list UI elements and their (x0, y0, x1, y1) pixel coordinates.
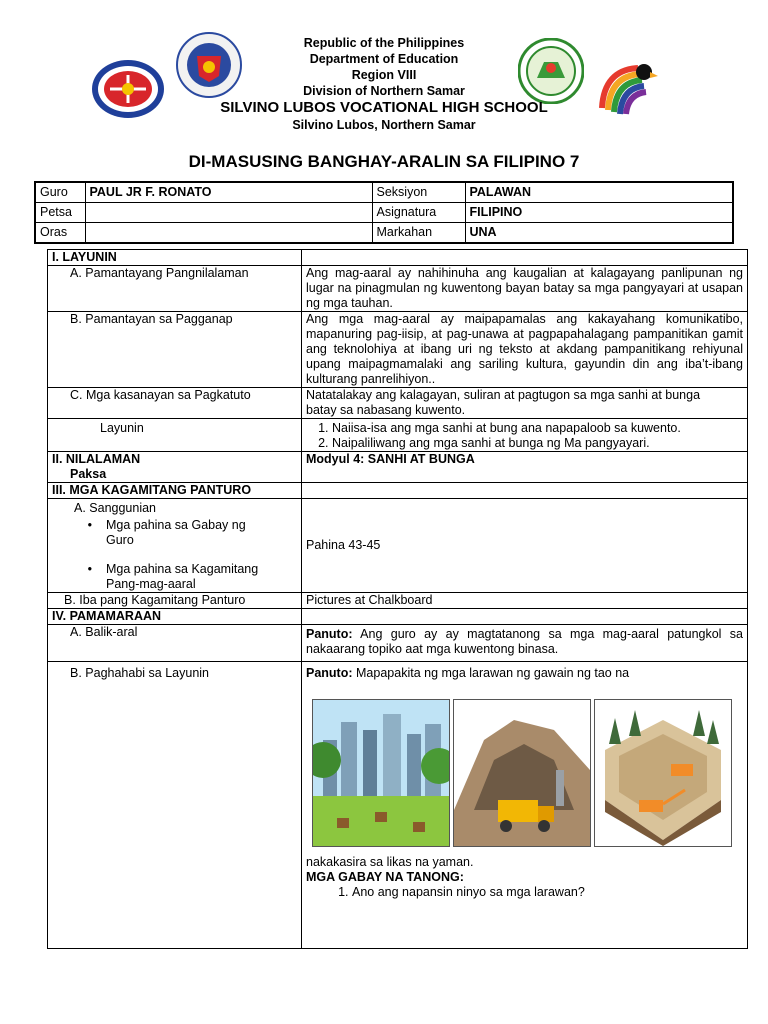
table-row (48, 388, 748, 419)
gabay-na-tanong-heading: MGA GABAY NA TANONG: (306, 870, 464, 884)
school-address: Silvino Lubos, Northern Samar (292, 118, 476, 132)
info-table (34, 181, 734, 244)
table-row (48, 609, 748, 625)
table-row (48, 419, 748, 452)
school-name: SILVINO LUBOS VOCATIONAL HIGH SCHOOL (220, 99, 548, 116)
kasanayan-label: C. Mga kasanayan sa Pagkatuto (48, 388, 302, 419)
table-row (48, 662, 748, 949)
paghahabi-label: B. Paghahabi sa Layunin (48, 662, 302, 949)
paghahabi-content (302, 662, 748, 949)
kasanayan-line-2: batay sa nabasang kuwento. (306, 403, 466, 417)
document-title: DI-MASUSING BANGHAY-ARALIN SA FILIPINO 7 (188, 152, 580, 171)
seksiyon-label: Seksiyon (372, 182, 465, 203)
department-line: Department of Education (309, 52, 459, 66)
balik-aral-body: Ang guro ay ay magtatanong sa mga mag-aaral patungkol sa nakaarang topiko aat mga kuwentong binasa. (306, 627, 743, 656)
layunin-label-text: Layunin (100, 421, 144, 435)
paghahabi-text-2: nakakasira sa likas na yaman. (306, 855, 474, 869)
petsa-label: Petsa (35, 203, 85, 223)
paghahabi-intro (306, 666, 743, 681)
nilalaman-heading (48, 452, 302, 483)
quarry-trucks-picture (453, 699, 591, 847)
oras-label: Oras (35, 223, 85, 244)
sanggunian-item-2 (52, 562, 297, 592)
guro-label: Guro (35, 182, 85, 203)
nilalaman-heading-text: II. NILALAMAN (52, 452, 141, 466)
region-line: Region VIII (351, 68, 417, 82)
panuto-label: Panuto: (306, 627, 353, 641)
paksa-label: Paksa (70, 467, 107, 481)
table-row (48, 593, 748, 609)
pamantayang-pangnilalaman-text: Ang mag-aaral ay nahihinuha ang kaugalian at kalagayang panlipunan ng lugar na pinagmulan ng kuwentong bayan batay sa mga pangyayari at usapan ng mga tauhan. (302, 266, 748, 312)
letterhead (0, 35, 768, 133)
kasanayan-line-1: Natatalakay ang kalagayan, suliran at pagtugon sa mga sanhi at bunga (306, 388, 701, 402)
table-row (48, 266, 748, 312)
list-item: 1. Ano ang napansin ninyo sa mga larawan? (352, 885, 743, 900)
pahina-value: Pahina 43-45 (306, 538, 381, 552)
list-item: 2. Naipaliliwang ang mga sanhi at bunga ng Ma pangyayari. (332, 436, 743, 451)
list-item: 1. Naiisa-isa ang mga sanhi at bung ana napapaloob sa kuwento. (332, 421, 743, 436)
panuto-label: Panuto: (306, 666, 353, 680)
asignatura-label: Asignatura (372, 203, 465, 223)
table-row (48, 483, 748, 499)
kasanayan-text (302, 388, 748, 419)
kagamitang-panturo-heading: III. MGA KAGAMITANG PANTURO (48, 483, 302, 499)
markahan-label: Markahan (372, 223, 465, 244)
bullet-icon: • (87, 562, 92, 576)
table-row (35, 223, 733, 244)
paksa-value: Modyul 4: SANHI AT BUNGA (302, 452, 748, 483)
lesson-plan-table (47, 249, 748, 949)
markahan-value: UNA (465, 223, 733, 244)
sanggunian-label: A. Sanggunian (74, 501, 157, 515)
republic-line: Republic of the Philippines (303, 36, 465, 50)
sanggunian-item-1-text: Mga pahina sa Gabay ng Guro (106, 518, 246, 547)
pamantayan-pagganap-label: B. Pamantayan sa Pagganap (48, 312, 302, 388)
sanggunian-item-2-text: Mga pahina sa Kagamitang Pang-mag-aaral (106, 562, 259, 591)
mining-excavators-picture (594, 699, 732, 847)
table-row (48, 625, 748, 662)
table-row (48, 499, 748, 593)
asignatura-value: FILIPINO (465, 203, 733, 223)
pamantayan-pagganap-text: Ang mga mag-aaral ay maipapamalas ang kakayahang komunikatibo, mapanuring pag-iisip, at pag-unawa at pagpapahalagang pampanitikan gamit ang teknolohiya at ibang uri ng teksto at akdang pampanitikang rehiyunal upang maipagmamalaki ang sariling kultura, gayundin din ang iba’t-ibang kulturang panrelihiyon.. (302, 312, 748, 388)
illustrations (312, 699, 743, 847)
guro-value: PAUL JR F. RONATO (85, 182, 372, 203)
pamantayang-pangnilalaman-label: A. Pamantayang Pangnilalaman (48, 266, 302, 312)
bullet-icon: • (87, 518, 92, 532)
pamamaraan-heading: IV. PAMAMARAAN (48, 609, 302, 625)
table-row (35, 182, 733, 203)
sanggunian-cell (48, 499, 302, 593)
table-row (48, 250, 748, 266)
deforestation-city-picture (312, 699, 450, 847)
table-row (35, 203, 733, 223)
iba-pang-value: Pictures at Chalkboard (302, 593, 748, 609)
petsa-value (85, 203, 372, 223)
seksiyon-value: PALAWAN (465, 182, 733, 203)
division-line: Division of Northern Samar (303, 84, 465, 98)
table-row (48, 452, 748, 483)
pahina-cell (302, 499, 748, 593)
section-layunin-heading: I. LAYUNIN (48, 250, 302, 266)
oras-value (85, 223, 372, 244)
sanggunian-item-1 (52, 518, 297, 548)
layunin-label (48, 419, 302, 452)
paghahabi-text: Mapapakita ng mga larawan ng gawain ng tao na (356, 666, 630, 680)
balik-aral-text (302, 625, 748, 662)
iba-pang-label: B. Iba pang Kagamitang Panturo (48, 593, 302, 609)
table-row (48, 312, 748, 388)
balik-aral-label: A. Balik-aral (48, 625, 302, 662)
layunin-list (302, 419, 748, 452)
